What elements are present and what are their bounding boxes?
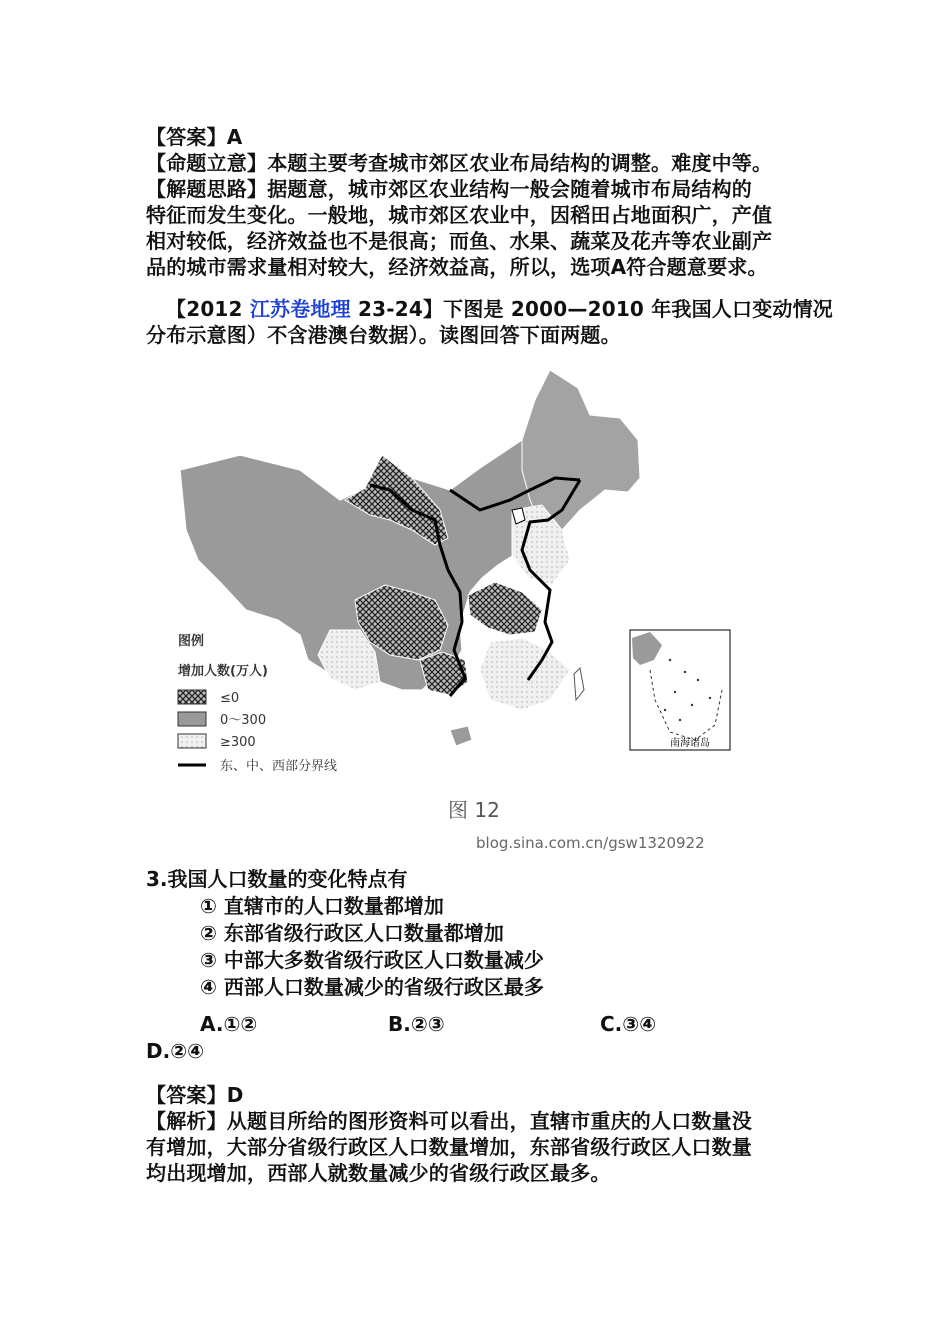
answer-label: 【答案】D	[146, 1083, 244, 1107]
choice-c: C.③④	[600, 1012, 657, 1036]
legend-swatch-crosshatch	[178, 690, 206, 704]
question-option: ② 东部省级行政区人口数量都增加	[200, 921, 504, 945]
question-intro-2	[146, 322, 816, 348]
legend-swatch-dotted	[178, 734, 206, 748]
china-map	[150, 360, 750, 860]
legend-title: 图例	[178, 634, 205, 649]
source-link[interactable]: 江苏卷地理	[249, 297, 351, 321]
reasoning-line: 相对较低，经济效益也不是很高；而鱼、水果、蔬菜及花卉等农业副产	[146, 229, 773, 253]
question-option: ① 直辖市的人口数量都增加	[200, 894, 444, 918]
map-region-decrease-guizhou	[420, 652, 468, 695]
legend-swatch-gray	[178, 712, 206, 726]
legend-label: 东、中、西部分界线	[220, 759, 338, 774]
legend-subtitle: 增加人数(万人)	[178, 664, 268, 679]
intent-text: 【命题立意】本题主要考查城市郊区农业布局结构的调整。难度中等。	[146, 151, 773, 175]
map-region-hainan	[450, 726, 472, 746]
population-map-figure	[150, 360, 750, 860]
map-region-taiwan	[574, 668, 584, 700]
question-option: ③ 中部大多数省级行政区人口数量减少	[200, 948, 544, 972]
intro-prefix: 【2012	[166, 297, 250, 321]
analysis-line: 均出现增加，西部人就数量减少的省级行政区最多。	[146, 1161, 611, 1185]
watermark: blog.sina.com.cn/gsw1320922	[476, 834, 705, 852]
choice-a: A.①②	[200, 1012, 258, 1036]
intro-line-1	[166, 296, 836, 322]
question-3	[146, 866, 544, 1001]
analysis-line: 有增加，大部分省级行政区人口数量增加，东部省级行政区人口数量	[146, 1135, 752, 1159]
figure-caption: 图 12	[448, 798, 500, 822]
question-option: ④ 西部人口数量减少的省级行政区最多	[200, 975, 544, 999]
answer-section-2	[146, 1082, 816, 1186]
intro-suffix: 23-24】下图是 2000—2010 年我国人口变动情况	[350, 297, 834, 321]
reasoning-line: 品的城市需求量相对较大，经济效益高，所以，选项A符合题意要求。	[146, 255, 768, 279]
answer-section-1	[146, 124, 816, 280]
intro-line-2: 分布示意图）不含港澳台数据）。读图回答下面两题。	[146, 323, 621, 347]
question-intro	[166, 296, 836, 322]
legend-label: ≤0	[220, 691, 240, 706]
analysis-line: 【解析】从题目所给的图形资料可以看出，直辖市重庆的人口数量没	[146, 1109, 752, 1133]
map-region-decrease-central	[468, 582, 542, 635]
inset-label: 南海诸岛	[670, 738, 710, 749]
map-region-increase-southeast	[480, 638, 570, 710]
choice-d: D.②④	[146, 1039, 205, 1063]
answer-label: 【答案】A	[146, 125, 243, 149]
choice-b: B.②③	[388, 1012, 445, 1036]
legend-label: 0～300	[220, 713, 267, 728]
reasoning-line: 【解题思路】据题意，城市郊区农业结构一般会随着城市布局结构的	[146, 177, 752, 201]
question-stem: 3.我国人口数量的变化特点有	[146, 867, 408, 891]
reasoning-line: 特征而发生变化。一般地，城市郊区农业中，因稻田占地面积广，产值	[146, 203, 773, 227]
legend-label: ≥300	[220, 735, 256, 750]
